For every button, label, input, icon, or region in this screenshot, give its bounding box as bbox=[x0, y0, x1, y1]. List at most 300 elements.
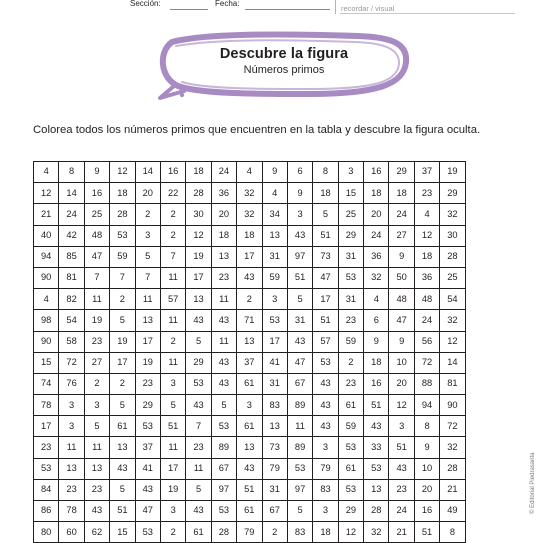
number-cell[interactable]: 23 bbox=[338, 373, 363, 394]
number-cell[interactable]: 86 bbox=[34, 501, 59, 522]
number-cell[interactable]: 57 bbox=[313, 331, 338, 352]
number-cell[interactable]: 43 bbox=[186, 310, 211, 331]
number-cell[interactable]: 16 bbox=[414, 501, 439, 522]
number-cell[interactable]: 53 bbox=[364, 458, 389, 479]
number-cell[interactable]: 43 bbox=[287, 331, 312, 352]
number-cell[interactable]: 4 bbox=[34, 162, 59, 183]
number-cell[interactable]: 53 bbox=[135, 522, 160, 543]
number-cell[interactable]: 53 bbox=[135, 416, 160, 437]
number-cell[interactable]: 9 bbox=[389, 246, 414, 267]
number-cell[interactable]: 56 bbox=[414, 331, 439, 352]
number-cell[interactable]: 32 bbox=[440, 310, 465, 331]
number-cell[interactable]: 2 bbox=[262, 522, 287, 543]
number-cell[interactable]: 2 bbox=[237, 289, 262, 310]
number-cell[interactable]: 24 bbox=[389, 204, 414, 225]
number-cell[interactable]: 73 bbox=[313, 246, 338, 267]
number-cell[interactable]: 19 bbox=[110, 331, 135, 352]
number-cell[interactable]: 42 bbox=[59, 225, 84, 246]
number-cell[interactable]: 5 bbox=[186, 331, 211, 352]
number-cell[interactable]: 71 bbox=[237, 310, 262, 331]
number-cell[interactable]: 24 bbox=[389, 501, 414, 522]
number-cell[interactable]: 2 bbox=[110, 373, 135, 394]
number-cell[interactable]: 31 bbox=[262, 479, 287, 500]
number-cell[interactable]: 19 bbox=[186, 246, 211, 267]
number-cell[interactable]: 53 bbox=[110, 225, 135, 246]
number-cell[interactable]: 5 bbox=[110, 479, 135, 500]
number-cell[interactable]: 41 bbox=[135, 458, 160, 479]
number-cell[interactable]: 53 bbox=[338, 479, 363, 500]
number-cell[interactable]: 7 bbox=[110, 267, 135, 288]
number-cell[interactable]: 19 bbox=[84, 310, 109, 331]
number-cell[interactable]: 61 bbox=[186, 522, 211, 543]
number-cell[interactable]: 59 bbox=[110, 246, 135, 267]
number-cell[interactable]: 13 bbox=[211, 246, 236, 267]
number-cell[interactable]: 17 bbox=[186, 267, 211, 288]
number-cell[interactable]: 5 bbox=[84, 416, 109, 437]
number-cell[interactable]: 9 bbox=[364, 331, 389, 352]
number-cell[interactable]: 33 bbox=[364, 437, 389, 458]
number-cell[interactable]: 23 bbox=[59, 479, 84, 500]
number-cell[interactable]: 90 bbox=[34, 331, 59, 352]
number-cell[interactable]: 53 bbox=[338, 267, 363, 288]
number-cell[interactable]: 18 bbox=[186, 162, 211, 183]
number-cell[interactable]: 48 bbox=[84, 225, 109, 246]
number-cell[interactable]: 53 bbox=[211, 416, 236, 437]
number-cell[interactable]: 32 bbox=[237, 204, 262, 225]
number-cell[interactable]: 18 bbox=[211, 225, 236, 246]
number-cell[interactable]: 43 bbox=[364, 416, 389, 437]
number-cell[interactable]: 8 bbox=[313, 162, 338, 183]
number-cell[interactable]: 31 bbox=[262, 246, 287, 267]
number-cell[interactable]: 43 bbox=[237, 267, 262, 288]
number-cell[interactable]: 23 bbox=[338, 310, 363, 331]
number-cell[interactable]: 43 bbox=[84, 501, 109, 522]
number-cell[interactable]: 23 bbox=[84, 479, 109, 500]
number-cell[interactable]: 4 bbox=[34, 289, 59, 310]
number-cell[interactable]: 11 bbox=[160, 267, 185, 288]
number-cell[interactable]: 3 bbox=[338, 162, 363, 183]
number-cell[interactable]: 25 bbox=[338, 204, 363, 225]
number-cell[interactable]: 18 bbox=[389, 183, 414, 204]
number-cell[interactable]: 11 bbox=[160, 437, 185, 458]
number-cell[interactable]: 32 bbox=[237, 183, 262, 204]
number-cell[interactable]: 79 bbox=[237, 522, 262, 543]
number-cell[interactable]: 90 bbox=[440, 395, 465, 416]
number-cell[interactable]: 61 bbox=[110, 416, 135, 437]
number-cell[interactable]: 20 bbox=[135, 183, 160, 204]
number-cell[interactable]: 15 bbox=[338, 183, 363, 204]
number-cell[interactable]: 14 bbox=[440, 352, 465, 373]
number-cell[interactable]: 29 bbox=[186, 352, 211, 373]
number-cell[interactable]: 89 bbox=[287, 395, 312, 416]
number-cell[interactable]: 4 bbox=[364, 289, 389, 310]
number-cell[interactable]: 10 bbox=[414, 458, 439, 479]
number-cell[interactable]: 53 bbox=[262, 310, 287, 331]
number-cell[interactable]: 3 bbox=[160, 373, 185, 394]
number-cell[interactable]: 11 bbox=[287, 416, 312, 437]
number-cell[interactable]: 2 bbox=[160, 225, 185, 246]
number-cell[interactable]: 54 bbox=[59, 310, 84, 331]
number-cell[interactable]: 97 bbox=[287, 246, 312, 267]
number-cell[interactable]: 7 bbox=[160, 246, 185, 267]
number-cell[interactable]: 16 bbox=[160, 162, 185, 183]
number-cell[interactable]: 97 bbox=[211, 479, 236, 500]
number-cell[interactable]: 5 bbox=[287, 289, 312, 310]
number-cell[interactable]: 13 bbox=[262, 225, 287, 246]
number-cell[interactable]: 82 bbox=[59, 289, 84, 310]
number-cell[interactable]: 53 bbox=[338, 437, 363, 458]
number-cell[interactable]: 2 bbox=[338, 352, 363, 373]
number-cell[interactable]: 7 bbox=[84, 267, 109, 288]
number-cell[interactable]: 88 bbox=[414, 373, 439, 394]
number-cell[interactable]: 17 bbox=[34, 416, 59, 437]
number-cell[interactable]: 40 bbox=[34, 225, 59, 246]
number-cell[interactable]: 18 bbox=[364, 352, 389, 373]
number-cell[interactable]: 51 bbox=[313, 225, 338, 246]
number-cell[interactable]: 11 bbox=[160, 310, 185, 331]
number-cell[interactable]: 51 bbox=[313, 310, 338, 331]
number-cell[interactable]: 31 bbox=[338, 246, 363, 267]
number-cell[interactable]: 18 bbox=[313, 183, 338, 204]
number-cell[interactable]: 51 bbox=[364, 395, 389, 416]
number-cell[interactable]: 2 bbox=[160, 522, 185, 543]
number-cell[interactable]: 43 bbox=[110, 458, 135, 479]
number-cell[interactable]: 9 bbox=[287, 183, 312, 204]
number-cell[interactable]: 27 bbox=[389, 225, 414, 246]
number-cell[interactable]: 2 bbox=[160, 331, 185, 352]
number-cell[interactable]: 5 bbox=[287, 501, 312, 522]
number-cell[interactable]: 34 bbox=[262, 204, 287, 225]
number-cell[interactable]: 36 bbox=[414, 267, 439, 288]
number-cell[interactable]: 48 bbox=[389, 289, 414, 310]
number-cell[interactable]: 23 bbox=[135, 373, 160, 394]
number-cell[interactable]: 5 bbox=[110, 395, 135, 416]
number-cell[interactable]: 59 bbox=[338, 331, 363, 352]
number-cell[interactable]: 11 bbox=[84, 437, 109, 458]
number-cell[interactable]: 7 bbox=[135, 267, 160, 288]
number-cell[interactable]: 17 bbox=[262, 331, 287, 352]
number-cell[interactable]: 13 bbox=[262, 416, 287, 437]
number-cell[interactable]: 79 bbox=[262, 458, 287, 479]
number-cell[interactable]: 12 bbox=[186, 225, 211, 246]
number-cell[interactable]: 51 bbox=[160, 416, 185, 437]
number-cell[interactable]: 32 bbox=[440, 204, 465, 225]
number-cell[interactable]: 28 bbox=[440, 458, 465, 479]
number-cell[interactable]: 81 bbox=[59, 267, 84, 288]
number-cell[interactable]: 81 bbox=[440, 373, 465, 394]
number-cell[interactable]: 4 bbox=[262, 183, 287, 204]
number-cell[interactable]: 23 bbox=[389, 479, 414, 500]
number-cell[interactable]: 29 bbox=[389, 162, 414, 183]
number-cell[interactable]: 53 bbox=[313, 352, 338, 373]
number-cell[interactable]: 16 bbox=[84, 183, 109, 204]
number-cell[interactable]: 2 bbox=[135, 204, 160, 225]
number-cell[interactable]: 3 bbox=[313, 501, 338, 522]
number-cell[interactable]: 3 bbox=[313, 437, 338, 458]
number-cell[interactable]: 29 bbox=[338, 501, 363, 522]
number-cell[interactable]: 59 bbox=[338, 416, 363, 437]
number-cell[interactable]: 57 bbox=[160, 289, 185, 310]
number-cell[interactable]: 11 bbox=[211, 289, 236, 310]
number-cell[interactable]: 58 bbox=[59, 331, 84, 352]
number-cell[interactable]: 13 bbox=[237, 437, 262, 458]
number-cell[interactable]: 51 bbox=[414, 522, 439, 543]
number-cell[interactable]: 43 bbox=[389, 458, 414, 479]
number-cell[interactable]: 32 bbox=[364, 267, 389, 288]
number-cell[interactable]: 23 bbox=[186, 437, 211, 458]
number-cell[interactable]: 23 bbox=[414, 183, 439, 204]
number-cell[interactable]: 3 bbox=[160, 501, 185, 522]
number-cell[interactable]: 5 bbox=[211, 395, 236, 416]
number-cell[interactable]: 24 bbox=[211, 162, 236, 183]
number-cell[interactable]: 72 bbox=[440, 416, 465, 437]
number-cell[interactable]: 19 bbox=[135, 352, 160, 373]
number-cell[interactable]: 47 bbox=[389, 310, 414, 331]
number-cell[interactable]: 54 bbox=[440, 289, 465, 310]
number-cell[interactable]: 2 bbox=[160, 204, 185, 225]
number-cell[interactable]: 11 bbox=[160, 352, 185, 373]
number-cell[interactable]: 5 bbox=[186, 479, 211, 500]
number-cell[interactable]: 43 bbox=[186, 501, 211, 522]
number-cell[interactable]: 51 bbox=[237, 479, 262, 500]
number-cell[interactable]: 61 bbox=[237, 501, 262, 522]
number-cell[interactable]: 20 bbox=[389, 373, 414, 394]
number-cell[interactable]: 36 bbox=[211, 183, 236, 204]
number-cell[interactable]: 20 bbox=[414, 479, 439, 500]
number-cell[interactable]: 30 bbox=[440, 225, 465, 246]
number-cell[interactable]: 73 bbox=[262, 437, 287, 458]
number-cell[interactable]: 27 bbox=[84, 352, 109, 373]
number-cell[interactable]: 3 bbox=[135, 225, 160, 246]
number-cell[interactable]: 14 bbox=[135, 162, 160, 183]
number-cell[interactable]: 43 bbox=[211, 373, 236, 394]
number-cell[interactable]: 29 bbox=[338, 225, 363, 246]
number-cell[interactable]: 84 bbox=[34, 479, 59, 500]
number-cell[interactable]: 78 bbox=[59, 501, 84, 522]
number-cell[interactable]: 13 bbox=[135, 310, 160, 331]
number-cell[interactable]: 9 bbox=[389, 331, 414, 352]
number-cell[interactable]: 7 bbox=[186, 416, 211, 437]
number-cell[interactable]: 28 bbox=[440, 246, 465, 267]
number-cell[interactable]: 43 bbox=[313, 416, 338, 437]
number-cell[interactable]: 51 bbox=[110, 501, 135, 522]
number-cell[interactable]: 80 bbox=[34, 522, 59, 543]
number-cell[interactable]: 9 bbox=[262, 162, 287, 183]
number-cell[interactable]: 17 bbox=[313, 289, 338, 310]
number-cell[interactable]: 3 bbox=[389, 416, 414, 437]
number-cell[interactable]: 10 bbox=[389, 352, 414, 373]
number-cell[interactable]: 25 bbox=[84, 204, 109, 225]
number-cell[interactable]: 9 bbox=[84, 162, 109, 183]
number-cell[interactable]: 5 bbox=[135, 246, 160, 267]
number-cell[interactable]: 22 bbox=[160, 183, 185, 204]
number-cell[interactable]: 43 bbox=[211, 310, 236, 331]
number-cell[interactable]: 12 bbox=[389, 395, 414, 416]
number-cell[interactable]: 29 bbox=[135, 395, 160, 416]
number-cell[interactable]: 37 bbox=[414, 162, 439, 183]
number-cell[interactable]: 17 bbox=[110, 352, 135, 373]
number-cell[interactable]: 31 bbox=[262, 373, 287, 394]
number-cell[interactable]: 98 bbox=[34, 310, 59, 331]
number-cell[interactable]: 37 bbox=[237, 352, 262, 373]
number-cell[interactable]: 43 bbox=[135, 479, 160, 500]
number-cell[interactable]: 15 bbox=[34, 352, 59, 373]
number-cell[interactable]: 11 bbox=[186, 458, 211, 479]
number-cell[interactable]: 3 bbox=[287, 204, 312, 225]
number-cell[interactable]: 90 bbox=[34, 267, 59, 288]
number-cell[interactable]: 67 bbox=[287, 373, 312, 394]
number-cell[interactable]: 67 bbox=[262, 501, 287, 522]
number-cell[interactable]: 47 bbox=[135, 501, 160, 522]
number-cell[interactable]: 50 bbox=[389, 267, 414, 288]
number-cell[interactable]: 28 bbox=[211, 522, 236, 543]
number-cell[interactable]: 4 bbox=[414, 204, 439, 225]
number-cell[interactable]: 18 bbox=[313, 522, 338, 543]
number-cell[interactable]: 48 bbox=[414, 289, 439, 310]
number-cell[interactable]: 11 bbox=[84, 289, 109, 310]
number-cell[interactable]: 43 bbox=[186, 395, 211, 416]
number-cell[interactable]: 24 bbox=[364, 225, 389, 246]
number-cell[interactable]: 16 bbox=[364, 162, 389, 183]
number-cell[interactable]: 18 bbox=[237, 225, 262, 246]
number-cell[interactable]: 85 bbox=[59, 246, 84, 267]
number-cell[interactable]: 3 bbox=[262, 289, 287, 310]
number-cell[interactable]: 21 bbox=[34, 204, 59, 225]
number-cell[interactable]: 76 bbox=[59, 373, 84, 394]
number-cell[interactable]: 19 bbox=[160, 479, 185, 500]
number-cell[interactable]: 13 bbox=[110, 437, 135, 458]
number-cell[interactable]: 24 bbox=[414, 310, 439, 331]
number-cell[interactable]: 13 bbox=[186, 289, 211, 310]
number-cell[interactable]: 61 bbox=[338, 458, 363, 479]
number-cell[interactable]: 47 bbox=[313, 267, 338, 288]
number-cell[interactable]: 17 bbox=[237, 246, 262, 267]
number-cell[interactable]: 4 bbox=[237, 162, 262, 183]
number-cell[interactable]: 18 bbox=[364, 183, 389, 204]
number-cell[interactable]: 25 bbox=[440, 267, 465, 288]
number-cell[interactable]: 8 bbox=[414, 416, 439, 437]
number-cell[interactable]: 53 bbox=[211, 501, 236, 522]
number-cell[interactable]: 5 bbox=[313, 204, 338, 225]
number-cell[interactable]: 18 bbox=[414, 246, 439, 267]
number-cell[interactable]: 21 bbox=[389, 522, 414, 543]
number-cell[interactable]: 14 bbox=[59, 183, 84, 204]
number-cell[interactable]: 13 bbox=[364, 479, 389, 500]
number-cell[interactable]: 31 bbox=[338, 289, 363, 310]
number-cell[interactable]: 97 bbox=[287, 479, 312, 500]
number-cell[interactable]: 51 bbox=[287, 267, 312, 288]
number-cell[interactable]: 78 bbox=[34, 395, 59, 416]
number-cell[interactable]: 72 bbox=[59, 352, 84, 373]
number-cell[interactable]: 83 bbox=[287, 522, 312, 543]
number-cell[interactable]: 12 bbox=[414, 225, 439, 246]
number-cell[interactable]: 20 bbox=[211, 204, 236, 225]
number-cell[interactable]: 5 bbox=[110, 310, 135, 331]
number-cell[interactable]: 72 bbox=[414, 352, 439, 373]
number-cell[interactable]: 47 bbox=[287, 352, 312, 373]
number-cell[interactable]: 59 bbox=[262, 267, 287, 288]
number-cell[interactable]: 9 bbox=[414, 437, 439, 458]
number-cell[interactable]: 28 bbox=[364, 501, 389, 522]
number-cell[interactable]: 43 bbox=[211, 352, 236, 373]
number-cell[interactable]: 13 bbox=[59, 458, 84, 479]
number-cell[interactable]: 12 bbox=[110, 162, 135, 183]
number-cell[interactable]: 61 bbox=[237, 373, 262, 394]
number-cell[interactable]: 8 bbox=[59, 162, 84, 183]
number-cell[interactable]: 47 bbox=[84, 246, 109, 267]
number-cell[interactable]: 43 bbox=[313, 373, 338, 394]
number-cell[interactable]: 28 bbox=[186, 183, 211, 204]
number-cell[interactable]: 89 bbox=[211, 437, 236, 458]
number-cell[interactable]: 62 bbox=[84, 522, 109, 543]
number-cell[interactable]: 18 bbox=[110, 183, 135, 204]
number-cell[interactable]: 19 bbox=[440, 162, 465, 183]
number-cell[interactable]: 49 bbox=[440, 501, 465, 522]
number-cell[interactable]: 24 bbox=[59, 204, 84, 225]
number-cell[interactable]: 30 bbox=[186, 204, 211, 225]
number-cell[interactable]: 61 bbox=[237, 416, 262, 437]
number-cell[interactable]: 60 bbox=[59, 522, 84, 543]
number-cell[interactable]: 17 bbox=[160, 458, 185, 479]
number-cell[interactable]: 61 bbox=[338, 395, 363, 416]
number-cell[interactable]: 43 bbox=[313, 395, 338, 416]
number-cell[interactable]: 89 bbox=[287, 437, 312, 458]
number-cell[interactable]: 23 bbox=[211, 267, 236, 288]
number-cell[interactable]: 3 bbox=[59, 416, 84, 437]
number-cell[interactable]: 79 bbox=[313, 458, 338, 479]
number-cell[interactable]: 36 bbox=[364, 246, 389, 267]
number-cell[interactable]: 8 bbox=[440, 522, 465, 543]
number-cell[interactable]: 29 bbox=[440, 183, 465, 204]
number-cell[interactable]: 41 bbox=[262, 352, 287, 373]
number-cell[interactable]: 6 bbox=[364, 310, 389, 331]
number-cell[interactable]: 23 bbox=[34, 437, 59, 458]
number-cell[interactable]: 74 bbox=[34, 373, 59, 394]
number-cell[interactable]: 28 bbox=[110, 204, 135, 225]
number-cell[interactable]: 11 bbox=[211, 331, 236, 352]
number-cell[interactable]: 3 bbox=[84, 395, 109, 416]
number-cell[interactable]: 13 bbox=[237, 331, 262, 352]
number-cell[interactable]: 37 bbox=[135, 437, 160, 458]
number-cell[interactable]: 15 bbox=[110, 522, 135, 543]
number-cell[interactable]: 2 bbox=[84, 373, 109, 394]
number-cell[interactable]: 12 bbox=[34, 183, 59, 204]
number-cell[interactable]: 53 bbox=[34, 458, 59, 479]
number-cell[interactable]: 43 bbox=[287, 225, 312, 246]
number-cell[interactable]: 32 bbox=[364, 522, 389, 543]
number-cell[interactable]: 11 bbox=[135, 289, 160, 310]
number-cell[interactable]: 31 bbox=[287, 310, 312, 331]
number-cell[interactable]: 94 bbox=[414, 395, 439, 416]
number-cell[interactable]: 13 bbox=[84, 458, 109, 479]
number-cell[interactable]: 67 bbox=[211, 458, 236, 479]
number-cell[interactable]: 43 bbox=[237, 458, 262, 479]
number-cell[interactable]: 12 bbox=[338, 522, 363, 543]
number-cell[interactable]: 5 bbox=[160, 395, 185, 416]
number-cell[interactable]: 6 bbox=[287, 162, 312, 183]
number-cell[interactable]: 94 bbox=[34, 246, 59, 267]
number-cell[interactable]: 23 bbox=[84, 331, 109, 352]
number-cell[interactable]: 51 bbox=[389, 437, 414, 458]
number-cell[interactable]: 3 bbox=[59, 395, 84, 416]
number-cell[interactable]: 2 bbox=[110, 289, 135, 310]
number-cell[interactable]: 53 bbox=[287, 458, 312, 479]
number-cell[interactable]: 3 bbox=[237, 395, 262, 416]
number-cell[interactable]: 16 bbox=[364, 373, 389, 394]
number-cell[interactable]: 53 bbox=[186, 373, 211, 394]
number-cell[interactable]: 20 bbox=[364, 204, 389, 225]
number-cell[interactable]: 83 bbox=[313, 479, 338, 500]
